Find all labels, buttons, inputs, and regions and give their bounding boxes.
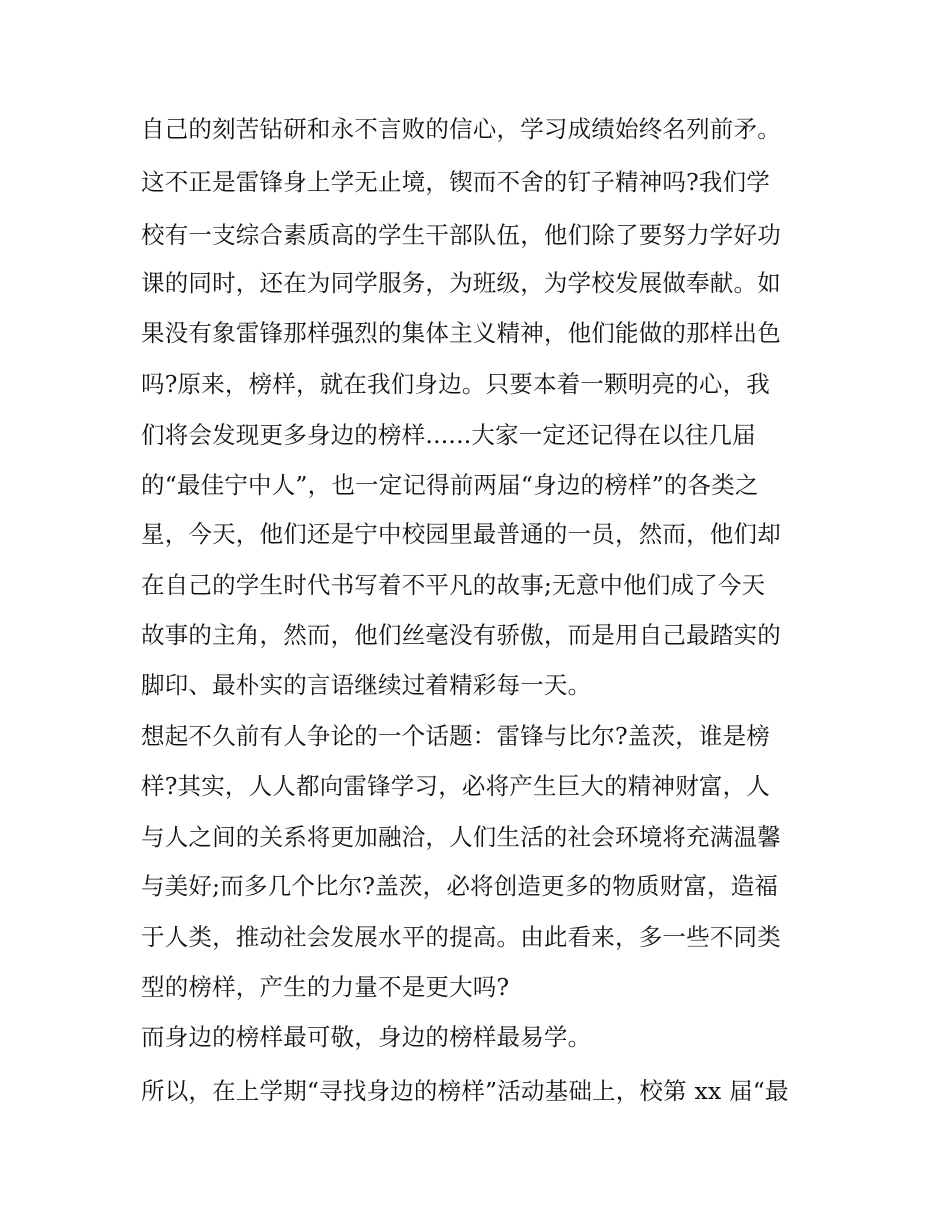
- text-line-18: 型的榜样，产生的力量不是更大吗?: [141, 973, 510, 1001]
- text-line-15: 与人之间的关系将更加融洽，人们生活的社会环境将充满温馨: [141, 823, 781, 851]
- text-line-7: 们将会发现更多身边的榜样......大家一定还记得在以往几届: [141, 421, 756, 449]
- text-line-17: 于人类，推动社会发展水平的提高。由此看来，多一些不同类: [141, 923, 781, 951]
- text-line-3: 校有一支综合素质高的学生干部队伍，他们除了要努力学好功: [141, 221, 781, 249]
- text-line-14: 样?其实，人人都向雷锋学习，必将产生巨大的精神财富，人: [141, 772, 770, 800]
- text-line-10: 在自己的学生时代书写着不平凡的故事;无意中他们成了今天: [141, 571, 766, 599]
- text-line-6: 吗?原来，榜样，就在我们身边。只要本着一颗明亮的心，我: [141, 370, 770, 398]
- text-line-12: 脚印、最朴实的言语继续过着精彩每一天。: [141, 671, 592, 699]
- text-line-5: 果没有象雷锋那样强烈的集体主义精神，他们能做的那样出色: [141, 319, 781, 347]
- text-line-9: 星，今天，他们还是宁中校园里最普通的一员，然而，他们却: [141, 520, 781, 548]
- text-line-19: 而身边的榜样最可敬，身边的榜样最易学。: [141, 1023, 592, 1051]
- text-line-16: 与美好;而多几个比尔?盖茨，必将创造更多的物质财富，造福: [141, 872, 779, 900]
- text-line-13: 想起不久前有人争论的一个话题：雷锋与比尔?盖茨，谁是榜: [141, 722, 770, 750]
- text-line-11: 故事的主角，然而，他们丝毫没有骄傲，而是用自己最踏实的: [141, 621, 781, 649]
- text-line-4: 课的同时，还在为同学服务，为班级，为学校发展做奉献。如: [141, 269, 781, 297]
- text-line-1: 自己的刻苦钻研和永不言败的信心，学习成绩始终名列前矛。: [141, 115, 781, 143]
- text-line-2: 这不正是雷锋身上学无止境，锲而不舍的钉子精神吗?我们学: [141, 168, 770, 196]
- text-line-8: 的“最佳宁中人”，也一定记得前两届“身边的榜样”的各类之: [141, 471, 759, 499]
- text-line-20: 所以，在上学期“寻找身边的榜样”活动基础上，校第 xx 届“最: [141, 1077, 789, 1105]
